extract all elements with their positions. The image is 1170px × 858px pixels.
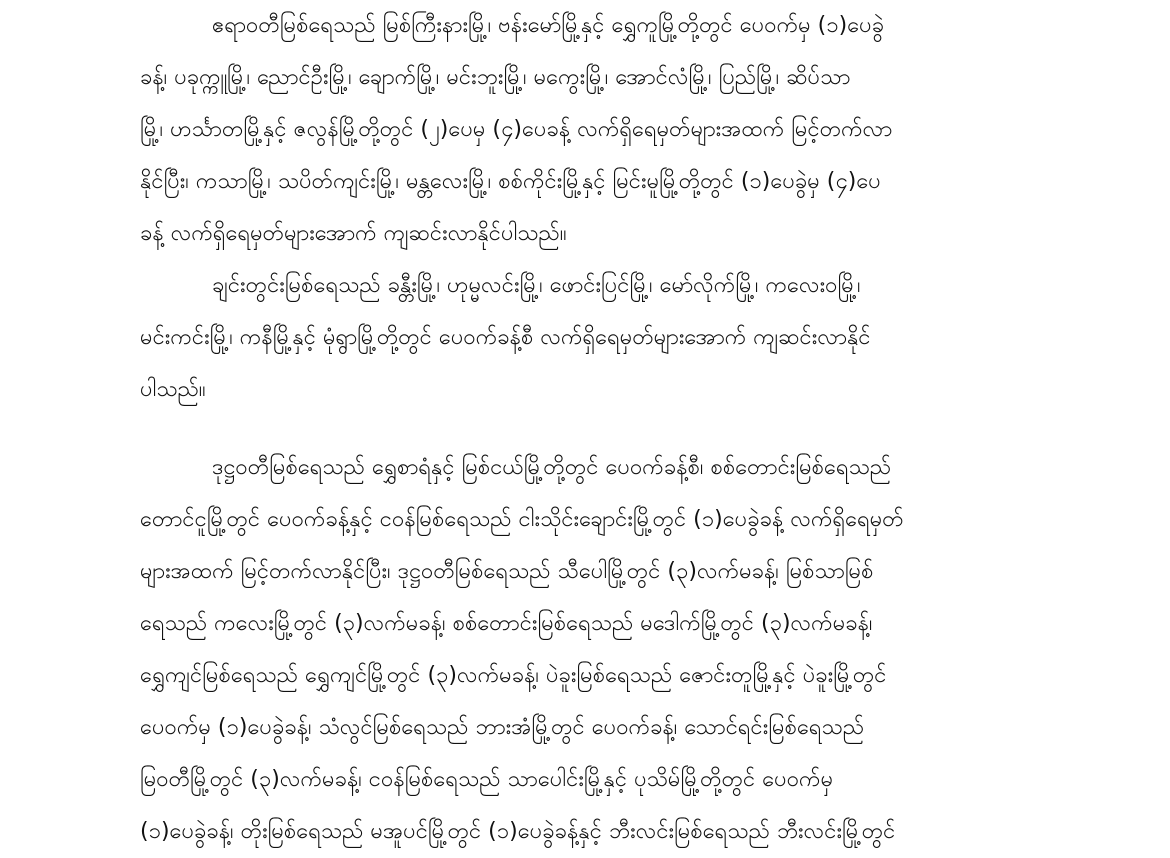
paragraph-line: ရေသည် ကလေးမြို့တွင် (၃)လက်မခန့်၊ စစ်တောင်းမြစ်ရေသည် မဒေါက်မြို့တွင် (၃)လက်မခန့်၊: [140, 611, 873, 636]
paragraph-line: ချင်းတွင်းမြစ်ရေသည် ခန္တီးမြို့၊ ဟုမ္မလင်းမြို့၊ ဖောင်းပြင်မြို့၊ မော်လိုက်မြို့၊ ကလေးဝမြို့၊: [212, 273, 861, 298]
paragraph-line: များအထက် မြင့်တက်လာနိုင်ပြီး၊ ဒုဋ္ဌဝတီမြစ်ရေသည် သီပေါမြို့တွင် (၃)လက်မခန့်၊ မြစ်သာမြစ်: [140, 559, 874, 584]
paragraph-line: နိုင်ပြီး၊ ကသာမြို့၊ သပိတ်ကျင်းမြို့၊ မန္တလေးမြို့၊ စစ်ကိုင်းမြို့နှင့် မြင်းမူမြို့တို့တွင် (၁)ပေခွဲမှ (၄)ပေ: [140, 169, 881, 194]
document-page: [140, 0, 1084, 844]
paragraph-irrawaddy: [140, 0, 1084, 260]
paragraph-line: (၁)ပေခွဲခန့်၊ တိုးမြစ်ရေသည် မအူပင်မြို့တွင် (၁)ပေခွဲခန့်နှင့် ဘီးလင်းမြစ်ရေသည် ဘီးလင်းမြို့တွင်: [140, 819, 896, 844]
paragraph-chindwin: [140, 260, 1084, 416]
paragraph-line: မင်းကင်းမြို့၊ ကနီမြို့နှင့် မုံရွာမြို့တို့တွင် ပေဝက်ခန့်စီ လက်ရှိရေမှတ်များအောက် ကျဆင်းလာနိုင်: [140, 325, 871, 350]
paragraph-line: ဧရာဝတီမြစ်ရေသည် မြစ်ကြီးနားမြို့၊ ဗန်းမော်မြို့နှင့် ရွှေကူမြို့တို့တွင် ပေဝက်မှ (၁)ပေခွဲ: [212, 13, 885, 38]
paragraph-line: ဒုဋ္ဌဝတီမြစ်ရေသည် ရွှေစာရံနှင့် မြစ်ငယ်မြို့တို့တွင် ပေဝက်ခန့်စီ၊ စစ်တောင်းမြစ်ရေသည်: [212, 455, 892, 480]
paragraph-line: ပေဝက်မှ (၁)ပေခွဲခန့်၊ သံလွင်မြစ်ရေသည် ဘားအံမြို့တွင် ပေဝက်ခန့်၊ သောင်ရင်းမြစ်ရေသည်: [140, 715, 865, 740]
paragraph-gap: [140, 416, 1084, 442]
paragraph-line: မြဝတီမြို့တွင် (၃)လက်မခန့်၊ ငဝန်မြစ်ရေသည် သာပေါင်းမြို့နှင့် ပုသိမ်မြို့တို့တွင် ပေဝက်မှ: [140, 767, 834, 792]
paragraph-line: တောင်ငူမြို့တွင် ပေဝက်ခန့်နှင့် ငဝန်မြစ်ရေသည် ငါးသိုင်းချောင်းမြို့တွင် (၁)ပေခွဲခန့် လက်ရှိရေမှတ်: [140, 507, 904, 532]
paragraph-other-rivers: [140, 442, 1084, 858]
paragraph-line: ရွှေကျင်မြစ်ရေသည် ရွှေကျင်မြို့တွင် (၃)လက်မခန့်၊ ပဲခူးမြစ်ရေသည် ဇောင်းတူမြို့နှင့် ပဲခူးမြို့တွင်: [140, 663, 887, 688]
paragraph-line: ခန့် လက်ရှိရေမှတ်များအောက် ကျဆင်းလာနိုင်ပါသည်။: [140, 221, 567, 246]
paragraph-line: ခန့်၊ ပခုက္ကူမြို့၊ ညောင်ဦးမြို့၊ ချောက်မြို့၊ မင်းဘူးမြို့၊ မကွေးမြို့၊ အောင်လံမြို့၊ ပြည်မြို့၊ ဆိပ်သာ: [140, 65, 851, 90]
paragraph-line: မြို့၊ ဟင်္သာတမြို့နှင့် ဇလွန်မြို့တို့တွင် (၂)ပေမှ (၄)ပေခန့် လက်ရှိရေမှတ်များအထက် မြင့်တက်လာ: [140, 117, 893, 142]
paragraph-line: ပါသည်။: [140, 377, 206, 402]
